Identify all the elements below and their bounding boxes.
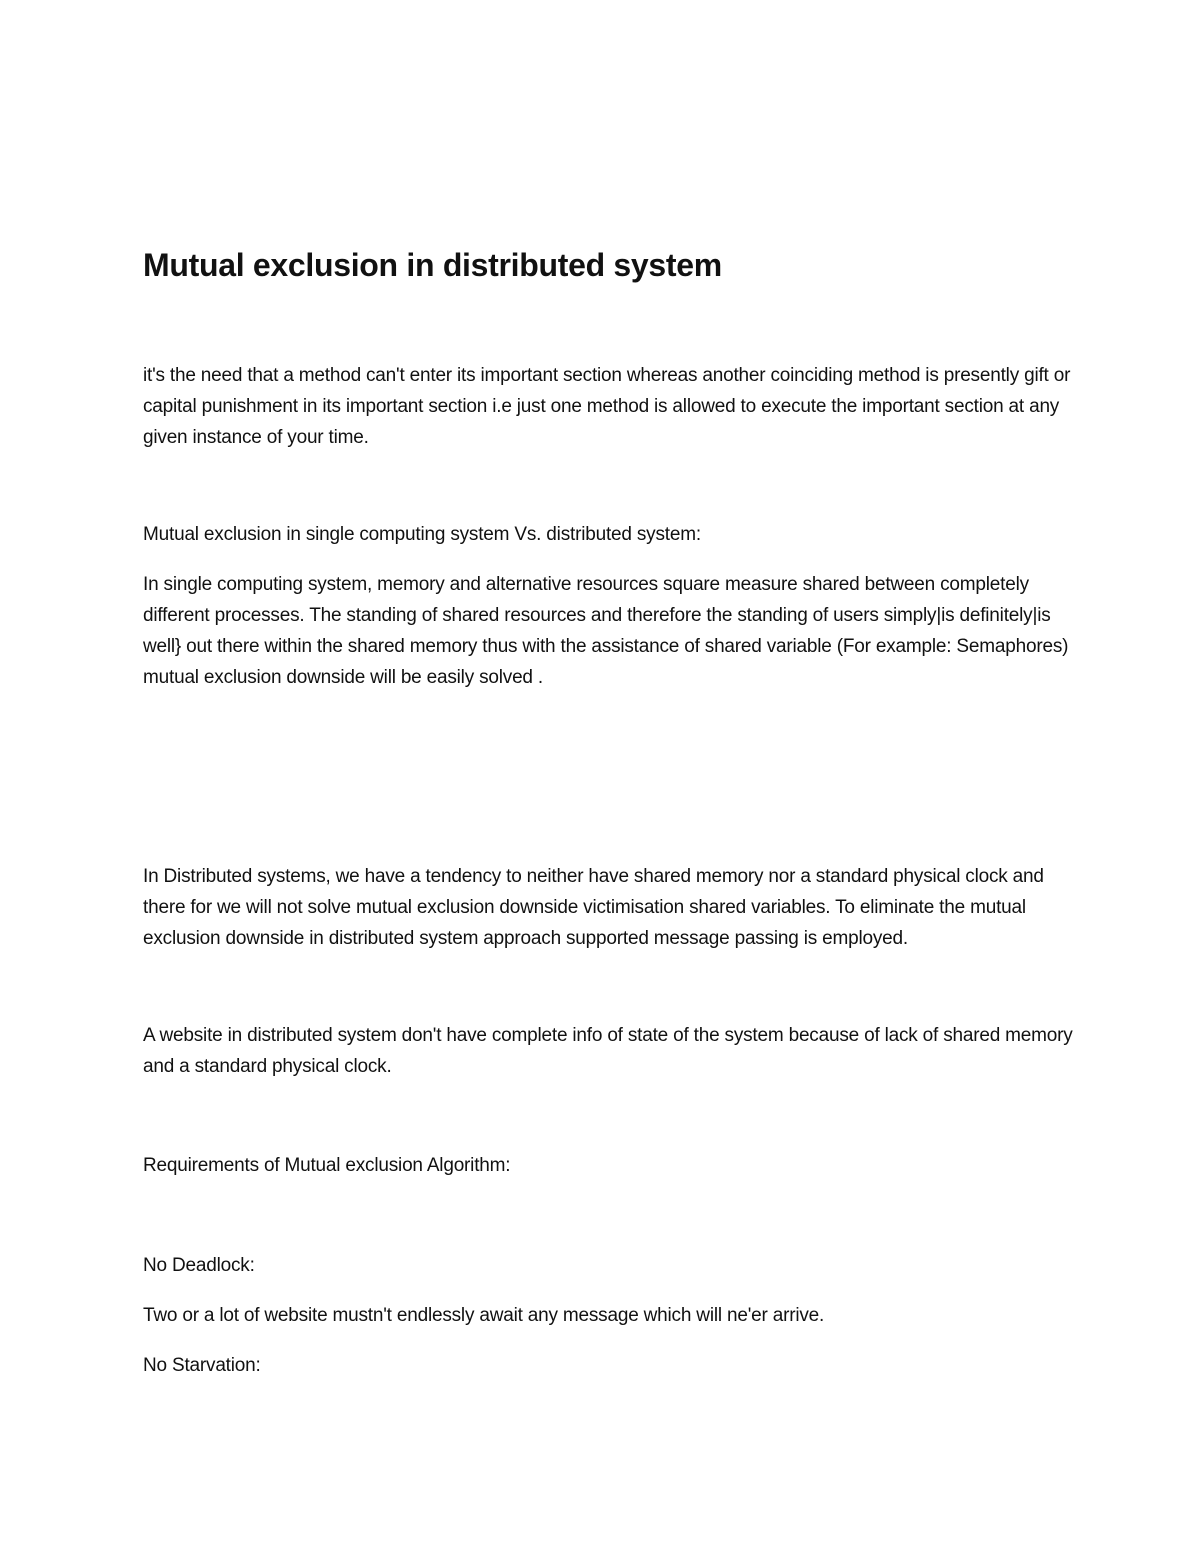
paragraph-no-deadlock-heading: No Deadlock: — [143, 1255, 255, 1276]
paragraph-comparison-heading: Mutual exclusion in single computing system Vs. distributed system: — [143, 524, 701, 545]
paragraph-requirements-heading: Requirements of Mutual exclusion Algorithm: — [143, 1155, 511, 1176]
paragraph-no-starvation-heading: No Starvation: — [143, 1355, 261, 1376]
paragraph-single-system: In single computing system, memory and alternative resources square measure shared between completely different processes. The standing of shared resources and therefore the standing of users simply|is definitely|is well} out there within the shared memory thus with the assistance of shared variable (For example: Semaphores) mutual exclusion downside will be easily solved . — [143, 574, 1069, 688]
document-title: Mutual exclusion in distributed system — [143, 247, 722, 283]
paragraph-no-deadlock-text: Two or a lot of website mustn't endlessly await any message which will ne'er arrive. — [143, 1305, 825, 1326]
paragraph-definition: it's the need that a method can't enter its important section whereas another coinciding method is presently gift or capital punishment in its important section i.e just one method is allowed to execute the important section at any given instance of your time. — [143, 365, 1071, 448]
paragraph-website-state: A website in distributed system don't have complete info of state of the system because of lack of shared memory and a standard physical clock. — [143, 1025, 1073, 1077]
paragraph-distributed-systems: In Distributed systems, we have a tendency to neither have shared memory nor a standard physical clock and there for we will not solve mutual exclusion downside victimisation shared variables. To eliminate the mutual exclusion downside in distributed system approach supported message passing is employed. — [143, 866, 1044, 949]
